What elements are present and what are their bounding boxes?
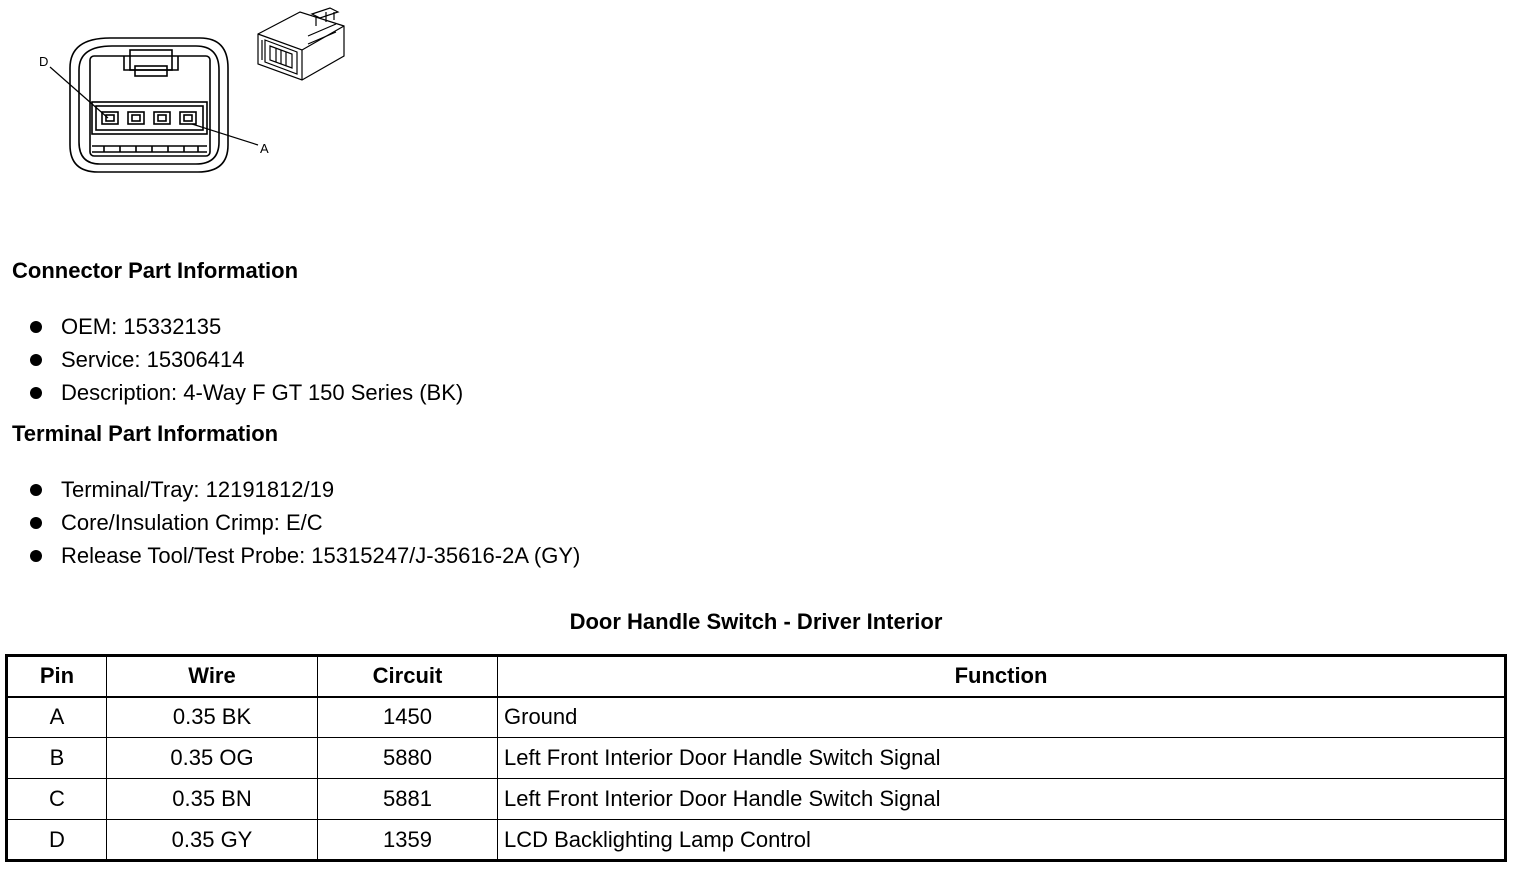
terminal-info-heading: Terminal Part Information <box>12 421 279 446</box>
column-header-pin: Pin <box>7 656 107 697</box>
table-row <box>7 779 1506 820</box>
circuit-cell: 5881 <box>318 779 498 820</box>
table-title: Door Handle Switch - Driver Interior <box>569 609 943 634</box>
connector-info-text: Description: 4-Way F GT 150 Series (BK) <box>61 380 464 405</box>
pin-cell: A <box>7 697 107 738</box>
function-cell: Left Front Interior Door Handle Switch Signal <box>498 738 1506 779</box>
function-cell: Left Front Interior Door Handle Switch Signal <box>498 779 1506 820</box>
list-item <box>28 343 463 376</box>
bullet-icon <box>30 354 42 366</box>
pinout-table <box>5 654 1507 862</box>
terminal-info-text: Release Tool/Test Probe: 15315247/J-35616-2A (GY) <box>61 543 581 568</box>
pin-cell: B <box>7 738 107 779</box>
terminal-info-text: Terminal/Tray: 12191812/19 <box>61 477 335 502</box>
table-row <box>7 697 1506 738</box>
connector-3d-thumbnail <box>258 8 344 80</box>
function-cell: Ground <box>498 697 1506 738</box>
pin-label-d: D <box>39 54 49 69</box>
bullet-icon <box>30 550 42 562</box>
column-header-wire: Wire <box>107 656 318 697</box>
wire-cell: 0.35 OG <box>107 738 318 779</box>
bullet-icon <box>30 321 42 333</box>
terminal-info-text: Core/Insulation Crimp: E/C <box>61 510 323 535</box>
list-item <box>28 473 580 506</box>
list-item <box>28 376 463 409</box>
table-header-row <box>7 656 1506 697</box>
pin-cell: C <box>7 779 107 820</box>
circuit-cell: 1450 <box>318 697 498 738</box>
table-row <box>7 820 1506 861</box>
wire-cell: 0.35 BK <box>107 697 318 738</box>
column-header-circuit: Circuit <box>318 656 498 697</box>
pin-cell: D <box>7 820 107 861</box>
connector-info-heading: Connector Part Information <box>12 258 299 283</box>
connector-diagram <box>0 0 360 185</box>
list-item <box>28 310 463 343</box>
bullet-icon <box>30 517 42 529</box>
circuit-cell: 5880 <box>318 738 498 779</box>
column-header-function: Function <box>498 656 1506 697</box>
wire-cell: 0.35 BN <box>107 779 318 820</box>
function-cell: LCD Backlighting Lamp Control <box>498 820 1506 861</box>
terminal-info-list <box>28 473 580 572</box>
bullet-icon <box>30 387 42 399</box>
list-item <box>28 539 580 572</box>
bullet-icon <box>30 484 42 496</box>
wire-cell: 0.35 GY <box>107 820 318 861</box>
list-item <box>28 506 580 539</box>
circuit-cell: 1359 <box>318 820 498 861</box>
connector-info-list <box>28 310 463 409</box>
connector-info-text: OEM: 15332135 <box>61 314 222 339</box>
connector-info-text: Service: 15306414 <box>61 347 245 372</box>
pin-label-a: A <box>260 141 269 156</box>
table-row <box>7 738 1506 779</box>
